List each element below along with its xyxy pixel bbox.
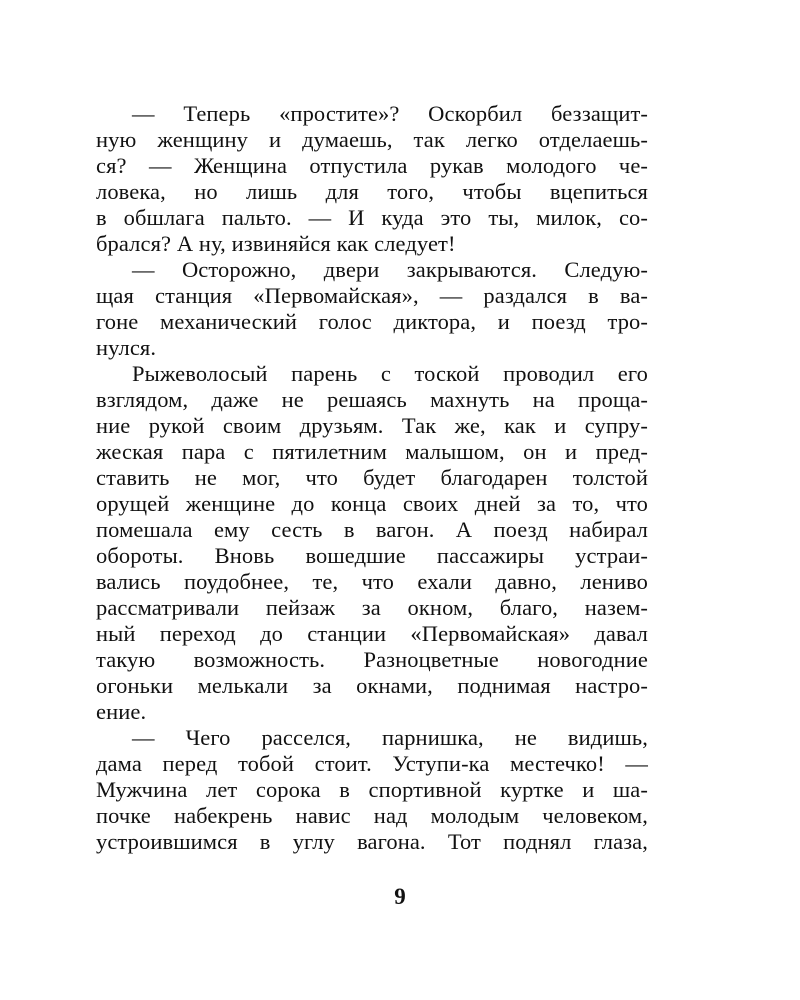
text-line: дама перед тобой стоит. Уступи-ка местечко! — [96,751,648,776]
text-line: щая станция «Первомайская», — раздался в ва- [96,283,648,308]
text-line: рассматривали пейзаж за окном, благо, назем- [96,595,648,620]
text-line: почке набекрень навис над молодым человеком, [96,803,648,828]
text-line: взглядом, даже не решаясь махнуть на проща- [96,387,648,412]
text-line: ние рукой своим друзьям. Так же, как и супру- [96,413,648,438]
paragraph-1 [96,101,648,257]
text-line: Рыжеволосый парень с тоской проводил его [132,361,648,386]
paragraph-3 [96,361,648,725]
text-line: Мужчина лет сорока в спортивной куртке и ша- [96,777,648,802]
text-line: ную женщину и думаешь, так легко отделаешь- [96,127,648,152]
text-line: — Теперь «простите»? Оскорбил беззащит- [132,101,648,126]
text-line: огоньки мелькали за окнами, поднимая настро- [96,673,648,698]
text-line: устроившимся в углу вагона. Тот поднял глаза, [96,829,648,854]
text-line: — Осторожно, двери закрываются. Следую- [132,257,648,282]
text-line: в обшлага пальто. — И куда это ты, милок, со- [96,205,648,230]
text-line: ение. [96,699,147,724]
text-line: обороты. Вновь вошедшие пассажиры устраи- [96,543,648,568]
text-line: помешала ему сесть в вагон. А поезд набирал [96,517,648,542]
text-line: гоне механический голос диктора, и поезд тро- [96,309,648,334]
text-line: — Чего расселся, парнишка, не видишь, [132,725,648,750]
book-page-text [96,101,648,855]
text-line: ся? — Женщина отпустила рукав молодого че- [96,153,648,178]
text-line: ставить не мог, что будет благодарен толстой [96,465,648,490]
paragraph-2 [96,257,648,361]
text-line: ловека, но лишь для того, чтобы вцепиться [96,179,648,204]
text-line: такую возможность. Разноцветные новогодние [96,647,648,672]
text-line: нулся. [96,335,157,360]
page-number: 9 [394,884,406,909]
paragraph-4 [96,725,648,855]
text-line: ный переход до станции «Первомайская» давал [96,621,648,646]
text-line: орущей женщине до конца своих дней за то, что [96,491,648,516]
text-line: брался? А ну, извиняйся как следует! [96,231,456,256]
text-line: жеская пара с пятилетним малышом, он и пред- [96,439,648,464]
text-line: вались поудобнее, те, что ехали давно, лениво [96,569,648,594]
